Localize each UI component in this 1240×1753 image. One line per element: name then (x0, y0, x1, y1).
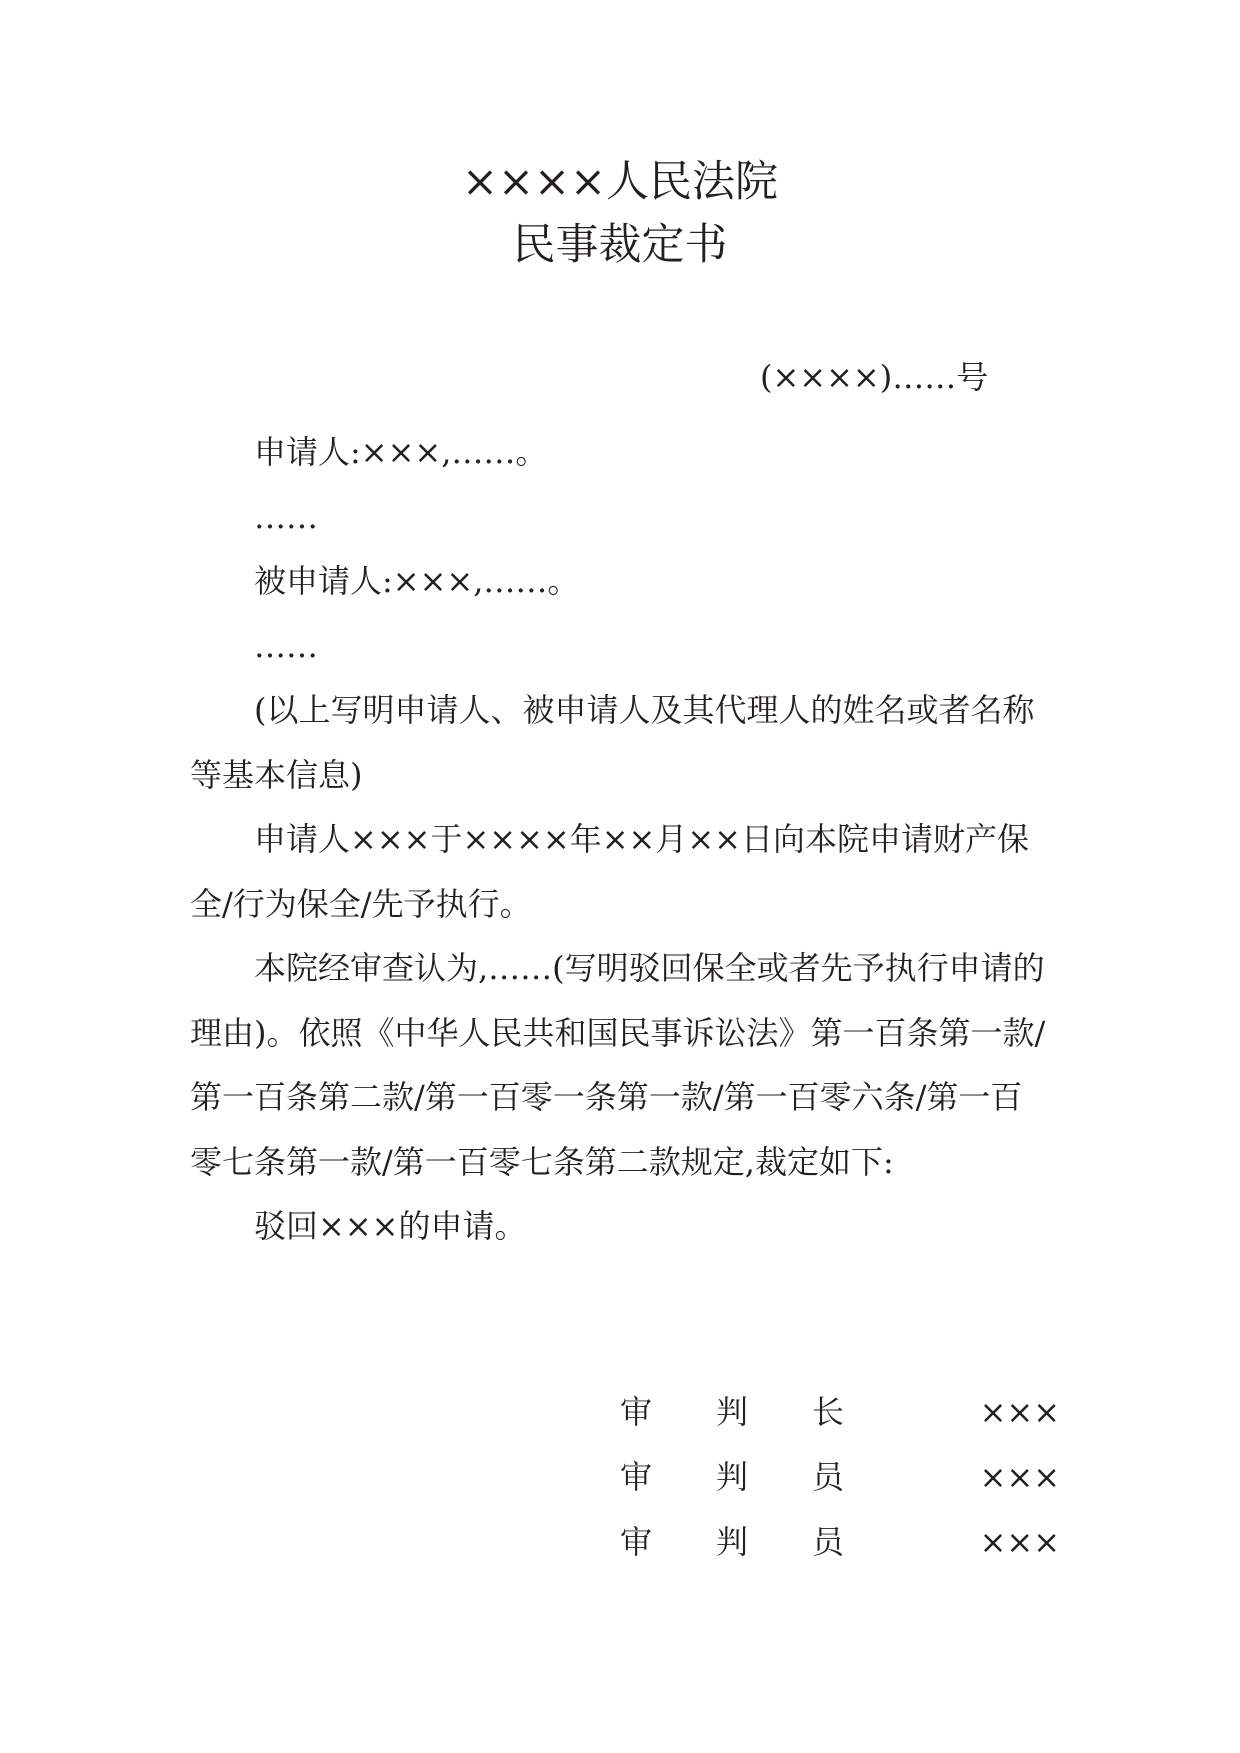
signature-row (620, 1455, 1060, 1520)
court-name: ××××人民法院 (461, 157, 779, 207)
signature-row (620, 1520, 1060, 1585)
applicant-ellipsis: …… (254, 497, 318, 536)
signature-title: 审判员 (620, 1458, 909, 1496)
document-body (190, 420, 1050, 1259)
applicant-line: 申请人:×××,……。 (254, 433, 548, 471)
document-title: 民事裁定书 (512, 220, 728, 270)
respondent-ellipsis: …… (254, 626, 318, 665)
signature-block (620, 1390, 1060, 1585)
application-paragraph: 申请人×××于××××年××月××日向本院申请财产保全/行为保全/先予执行。 (190, 820, 1029, 923)
parties-note: (以上写明申请人、被申请人及其代理人的姓名或者名称等基本信息) (190, 691, 1035, 794)
reasoning-paragraph: 本院经审查认为,……(写明驳回保全或者先予执行申请的理由)。依照《中华人民共和国民事诉讼法》第一百条第一款/第一百条第二款/第一百零一条第一款/第一百零六条/第一百零七条第一款/第一百零七条第二款规定,裁定如下: (190, 949, 1046, 1181)
signature-title: 审判员 (620, 1523, 909, 1561)
signature-name: ××× (979, 1523, 1060, 1561)
ruling-paragraph: 驳回×××的申请。 (254, 1207, 527, 1245)
respondent-line: 被申请人:×××,……。 (254, 562, 580, 600)
signature-row (620, 1390, 1060, 1455)
signature-name: ××× (979, 1393, 1060, 1431)
signature-name: ××× (979, 1458, 1060, 1496)
case-number: (××××)……号 (760, 358, 989, 396)
signature-title: 审判长 (620, 1393, 909, 1431)
